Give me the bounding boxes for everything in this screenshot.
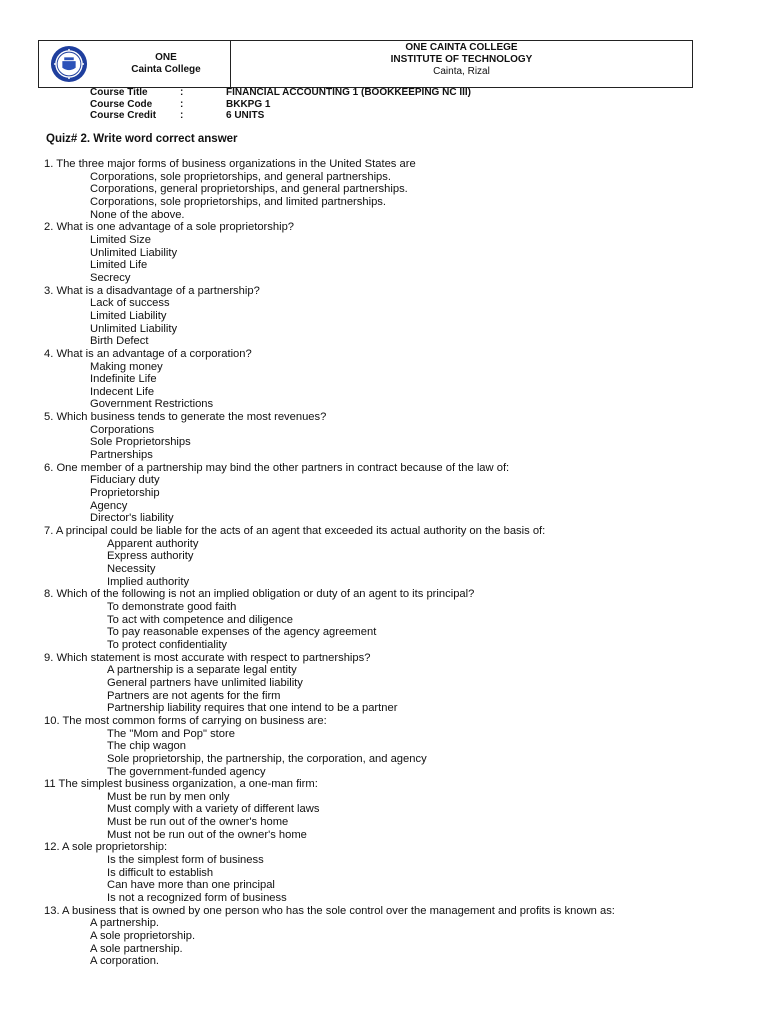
question-text: 2. What is one advantage of a sole proprietorship? (44, 221, 295, 234)
answer-option: The chip wagon (107, 740, 186, 753)
answer-option: To pay reasonable expenses of the agency agreement (107, 626, 377, 639)
question-list (44, 158, 744, 968)
question-text: 4. What is an advantage of a corporation? (44, 347, 252, 360)
answer-option: Agency (90, 499, 128, 512)
answer-option: Is not a recognized form of business (107, 892, 287, 905)
course-credit-row (90, 110, 471, 122)
course-title-colon: : (180, 87, 184, 98)
college-title: ONE CAINTA COLLEGE (405, 42, 518, 53)
course-credit-label: Course Credit (90, 110, 157, 121)
answer-option: Corporations, sole proprietorships, and limited partnerships. (90, 195, 386, 208)
header-left-cell (39, 41, 231, 87)
question-block (44, 525, 744, 588)
answer-option: Implied authority (107, 575, 190, 588)
answer-option: Is the simplest form of business (107, 854, 264, 867)
answer-option: To demonstrate good faith (107, 600, 237, 613)
question-text: 7. A principal could be liable for the acts of an agent that exceeded its actual authority on the basis of: (44, 525, 546, 538)
course-code-label: Course Code (90, 98, 153, 110)
quiz-title: Quiz# 2. Write word correct answer (46, 133, 238, 145)
college-location: Cainta, Rizal (433, 66, 490, 77)
answer-option: General partners have unlimited liability (107, 676, 303, 689)
question-block (44, 905, 744, 968)
course-code-value: BKKPG 1 (226, 98, 271, 110)
college-name-line2: Cainta College (131, 64, 201, 75)
answer-option: The government-funded agency (107, 765, 266, 778)
course-title-row (90, 87, 471, 99)
answer-option: Can have more than one principal (107, 879, 275, 892)
answer-option: None of the above. (90, 208, 185, 221)
answer-option: Must be run by men only (107, 790, 230, 803)
question-text: 12. A sole proprietorship: (44, 841, 168, 854)
question-block (44, 348, 744, 411)
question-block (44, 778, 744, 841)
question-block (44, 221, 744, 284)
answer-option: Must not be run out of the owner's home (107, 828, 307, 841)
question-block (44, 588, 744, 651)
course-code-colon: : (180, 98, 184, 110)
question-text: 1. The three major forms of business organizations in the United States are (44, 158, 416, 170)
course-title-label: Course Title (90, 87, 148, 98)
answer-option: Fiduciary duty (90, 474, 160, 487)
answer-option: The "Mom and Pop" store (107, 727, 235, 740)
answer-option: A partnership is a separate legal entity (107, 664, 297, 677)
question-text: 5. Which business tends to generate the most revenues? (44, 411, 327, 424)
answer-option: Limited Liability (90, 309, 167, 322)
answer-option: Must be run out of the owner's home (107, 816, 289, 829)
college-seal-icon (50, 45, 88, 83)
question-text: 3. What is a disadvantage of a partnership? (44, 284, 260, 297)
question-text: 9. Which statement is most accurate with respect to partnerships? (44, 651, 371, 664)
answer-option: Apparent authority (107, 537, 199, 550)
answer-option: Partners are not agents for the firm (107, 689, 281, 702)
answer-option: Secrecy (90, 271, 131, 284)
college-name-line1: ONE (155, 52, 177, 63)
question-text: 10. The most common forms of carrying on business are: (44, 714, 327, 727)
answer-option: Making money (90, 360, 163, 373)
answer-option: Lack of success (90, 297, 170, 310)
question-block (44, 158, 744, 221)
course-credit-value: 6 UNITS (226, 110, 265, 121)
answer-option: Must comply with a variety of different laws (107, 803, 320, 816)
course-code-row (90, 99, 471, 111)
answer-option: Indefinite Life (90, 373, 157, 386)
question-block (44, 285, 744, 348)
question-text: 8. Which of the following is not an implied obligation or duty of an agent to its principal? (44, 588, 475, 601)
answer-option: Express authority (107, 550, 194, 563)
answer-option: Birth Defect (90, 335, 149, 348)
header-box (38, 40, 693, 88)
institute-title: INSTITUTE OF TECHNOLOGY (390, 54, 533, 65)
answer-option: Proprietorship (90, 487, 160, 500)
answer-option: Director's liability (90, 512, 174, 525)
question-block (44, 411, 744, 462)
answer-option: To protect confidentiality (107, 638, 228, 651)
answer-option: Partnership liability requires that one intend to be a partner (107, 702, 398, 715)
answer-option: Limited Life (90, 259, 148, 272)
answer-option: Corporations, sole proprietorships, and general partnerships. (90, 170, 391, 183)
answer-option: Corporations (90, 423, 155, 436)
answer-option: Necessity (107, 563, 156, 575)
header-right-cell (231, 41, 692, 87)
answer-option: Corporations, general proprietorships, and general partnerships. (90, 183, 408, 196)
answer-option: Sole proprietorship, the partnership, the corporation, and agency (107, 752, 427, 765)
college-name-left (111, 52, 221, 76)
course-title-value: FINANCIAL ACCOUNTING 1 (BOOKKEEPING NC III) (226, 87, 472, 98)
question-block (44, 841, 744, 904)
answer-option: Is difficult to establish (107, 866, 214, 879)
answer-option: A sole proprietorship. (90, 930, 196, 943)
question-block (44, 652, 744, 715)
question-text: 6. One member of a partnership may bind the other partners in contract because of the law of: (44, 461, 510, 474)
answer-option: Partnerships (90, 449, 153, 462)
answer-option: Indecent Life (90, 385, 155, 398)
answer-option: A partnership. (90, 917, 160, 930)
question-block (44, 715, 744, 778)
answer-option: Limited Size (90, 233, 151, 246)
answer-option: A sole partnership. (90, 942, 183, 955)
course-info (90, 87, 471, 122)
course-credit-colon: : (180, 110, 184, 121)
answer-option: Unlimited Liability (90, 322, 178, 335)
question-text: 13. A business that is owned by one person who has the sole control over the management and profits is known as: (44, 904, 615, 917)
answer-option: Government Restrictions (90, 398, 214, 411)
answer-option: Unlimited Liability (90, 246, 178, 259)
question-block (44, 462, 744, 525)
answer-option: A corporation. (90, 955, 160, 968)
answer-option: Sole Proprietorships (90, 436, 191, 449)
question-text: 11 The simplest business organization, a one-man firm: (44, 778, 318, 791)
answer-option: To act with competence and diligence (107, 613, 293, 626)
